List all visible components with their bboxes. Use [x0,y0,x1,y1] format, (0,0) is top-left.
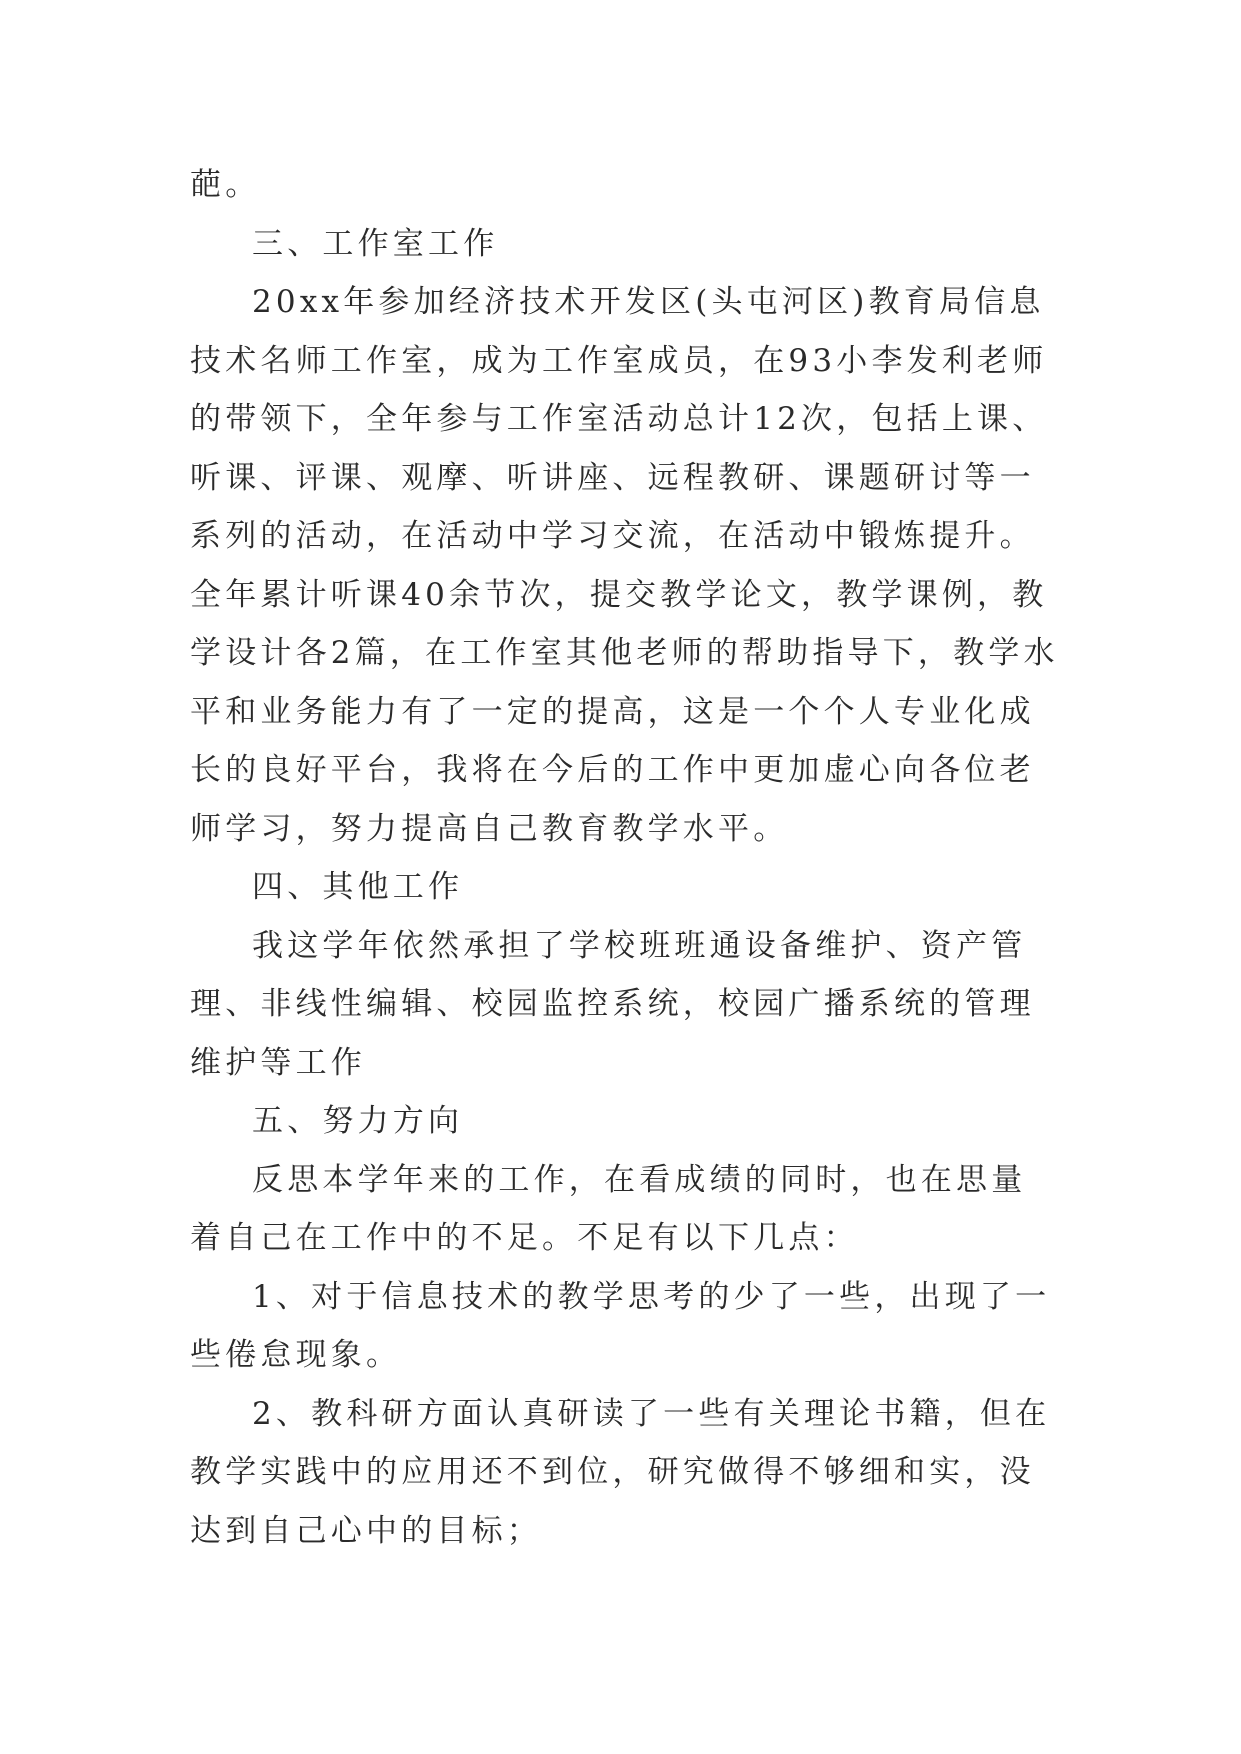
paragraph-other-work: 我这学年依然承担了学校班班通设备维护、资产管理、非线性编辑、校园监控系统，校园广播系统的管理维护等工作 [190,927,1035,1081]
paragraph-studio-work: 20xx年参加经济技术开发区(头屯河区)教育局信息技术名师工作室，成为工作室成员，在93小李发利老师的带领下，全年参与工作室活动总计12次，包括上课、听课、评课、观摩、听讲座、远程教研、课题研讨等一系列的活动，在活动中学习交流，在活动中锻炼提升。全年累计听课40余节次，提交教学论文，教学课例，教学设计各2篇，在工作室其他老师的帮助指导下，教学水平和业务能力有了一定的提高，这是一个个人专业化成长的良好平台，我将在今后的工作中更加虚心向各位老师学习，努力提高自己教育教学水平。 [190,284,1059,847]
paragraph-continuation: 葩。 [190,167,261,203]
paragraph-point-1: 1、对于信息技术的教学思考的少了一些，出现了一些倦怠现象。 [190,1278,1051,1373]
section-heading-direction: 五、努力方向 [252,1103,464,1139]
document-body [190,156,1060,1560]
paragraph-reflection: 反思本学年来的工作，在看成绩的同时，也在思量着自己在工作中的不足。不足有以下几点： [190,1161,1027,1256]
section-heading-studio-work: 三、工作室工作 [252,225,499,262]
section-heading-other-work: 四、其他工作 [252,869,464,905]
paragraph-point-2: 2、教科研方面认真研读了一些有关理论书籍，但在教学实践中的应用还不到位，研究做得不够细和实，没达到自己心中的目标； [190,1395,1051,1549]
